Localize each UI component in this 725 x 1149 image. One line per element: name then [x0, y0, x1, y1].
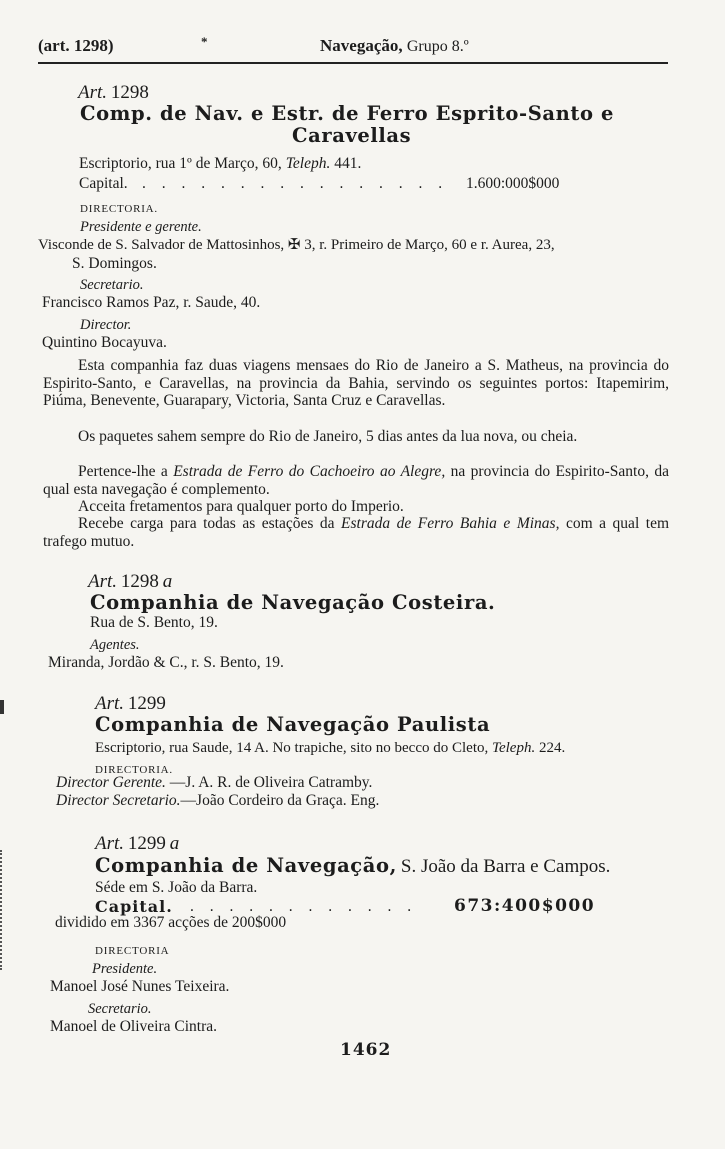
art-suffix: a: [169, 833, 180, 854]
directoria-heading: DIRECTORIA.: [95, 764, 173, 776]
railway-text-cont: na provincia do Espirito-Santo, da qual esta navegação é complemento.: [43, 463, 670, 498]
office-text: Escriptorio, rua 1º de Março, 60,: [79, 155, 282, 172]
director-name: Quintino Bocayuva.: [42, 334, 167, 351]
art-suffix: a: [162, 571, 173, 592]
company-name-cont: Caravellas: [292, 124, 412, 147]
scan-mark-edge: [0, 850, 5, 970]
company-name-line: [95, 854, 611, 877]
agentes-label: Agentes.: [90, 637, 140, 653]
charter-paragraph: Acceita fretamentos para qualquer porto do Imperio.: [78, 498, 404, 515]
director-gerente-name: —J. A. R. de Oliveira Catramby.: [169, 774, 373, 791]
presidente-name: Visconde de S. Salvador de Mattosinhos, ✠ 3, r. Primeiro de Março, 60 e r. Aurea, 23,: [38, 237, 555, 253]
teleph-number: 441.: [334, 155, 362, 172]
secretario-label: Secretario.: [88, 1001, 152, 1017]
teleph-label: Teleph.: [285, 155, 331, 172]
art-label: Art.: [95, 833, 125, 854]
teleph-number: 224.: [538, 740, 566, 756]
article-heading: [88, 573, 172, 592]
presidente-label: Presidente.: [92, 961, 158, 977]
cargo-text: Recebe carga para todas as estações da: [78, 515, 335, 532]
company-address: Rua de S. Bento, 19.: [90, 614, 218, 631]
director-secretario-label: Director Secretario.: [56, 792, 181, 809]
company-name: Companhia de Navegação Paulista: [95, 713, 491, 736]
presidente-label: Presidente e gerente.: [80, 219, 202, 235]
page-number: 1462: [340, 1040, 392, 1060]
schedule-paragraph: Os paquetes sahem sempre do Rio de Janeiro, 5 dias antes da lua nova, ou cheia.: [78, 428, 578, 445]
directoria-heading: DIRECTORIA.: [80, 203, 158, 215]
capital-value: 1.600:000$000: [466, 175, 560, 192]
running-head-title-text: Navegação,: [320, 36, 403, 55]
sede: Séde em S. João da Barra.: [95, 879, 258, 896]
presidente-name: Manoel José Nunes Teixeira.: [50, 978, 230, 995]
capital-label: Capital.: [79, 175, 128, 192]
scan-mark-left: [0, 700, 4, 714]
art-number: 1298: [110, 82, 149, 103]
director-gerente-label: Director Gerente.: [56, 774, 166, 791]
running-head-ref: (art. 1298): [38, 36, 114, 55]
art-number: 1298: [120, 571, 159, 592]
art-number: 1299: [127, 833, 166, 854]
railway-paragraph: [43, 463, 669, 498]
cargo-paragraph: [43, 515, 669, 550]
railway-text: Pertence-lhe a: [78, 463, 168, 480]
office-address: [79, 155, 361, 173]
cargo-railway-name: Estrada de Ferro Bahia e Minas,: [341, 515, 560, 532]
presidente-name-cont: S. Domingos.: [72, 255, 157, 272]
capital-leader: . . . . . . . . . . . . . . . .: [142, 175, 449, 192]
running-head: [38, 36, 666, 60]
director-secretario: [56, 792, 379, 810]
cargo-text-cont: com a qual tem trafego mutuo.: [43, 515, 670, 550]
company-name: Companhia de Navegação,: [95, 854, 398, 877]
secretario-name: Manoel de Oliveira Cintra.: [50, 1018, 218, 1035]
article-heading: [95, 695, 166, 714]
article-heading: [78, 84, 149, 103]
art-label: Art.: [95, 693, 125, 714]
art-label: Art.: [78, 82, 108, 103]
company-name: Companhia de Navegação Costeira.: [90, 591, 496, 614]
office-address: [95, 739, 565, 757]
capital-leader: . . . . . . . . . . . .: [190, 898, 418, 915]
art-label: Art.: [88, 571, 118, 592]
secretario-label: Secretario.: [80, 277, 144, 293]
company-name: Comp. de Nav. e Estr. de Ferro Esprito-Santo e: [80, 102, 615, 125]
director-secretario-name: —João Cordeiro da Graça. Eng.: [180, 792, 380, 809]
company-name-rest: S. João da Barra e Campos.: [400, 856, 611, 877]
running-head-group: Grupo 8.º: [406, 38, 469, 55]
office-text: Escriptorio, rua Saude, 14 A. No trapiche, sito no becco do Cleto,: [95, 740, 489, 756]
capital-label: Capital.: [95, 897, 173, 916]
description-paragraph: Esta companhia faz duas viagens mensaes do Rio de Janeiro a S. Matheus, na provincia do Espirito-Santo, e Caravellas, na provincia da Bahia, servindo os seguintes portos: Itapemirim, Piúma, Benevente, Guarapary, Victoria, Santa Cruz e Caravellas.: [43, 357, 669, 409]
running-head-star: *: [201, 34, 208, 49]
railway-name: Estrada de Ferro do Cachoeiro ao Alegre,: [173, 463, 446, 480]
capital-division: dividido em 3367 acções de 200$000: [55, 914, 287, 931]
director-gerente: [56, 774, 372, 792]
agentes-name: Miranda, Jordão & C., r. S. Bento, 19.: [48, 654, 284, 671]
capital-value: 673:400$000: [454, 896, 596, 916]
art-number: 1299: [127, 693, 166, 714]
secretario-name: Francisco Ramos Paz, r. Saude, 40.: [42, 294, 261, 311]
running-head-title: [320, 36, 469, 56]
header-rule: [38, 62, 668, 64]
director-label: Director.: [80, 317, 132, 333]
teleph-label: Teleph.: [492, 740, 536, 756]
article-heading: [95, 835, 179, 854]
directoria-heading: DIRECTORIA: [95, 945, 170, 957]
